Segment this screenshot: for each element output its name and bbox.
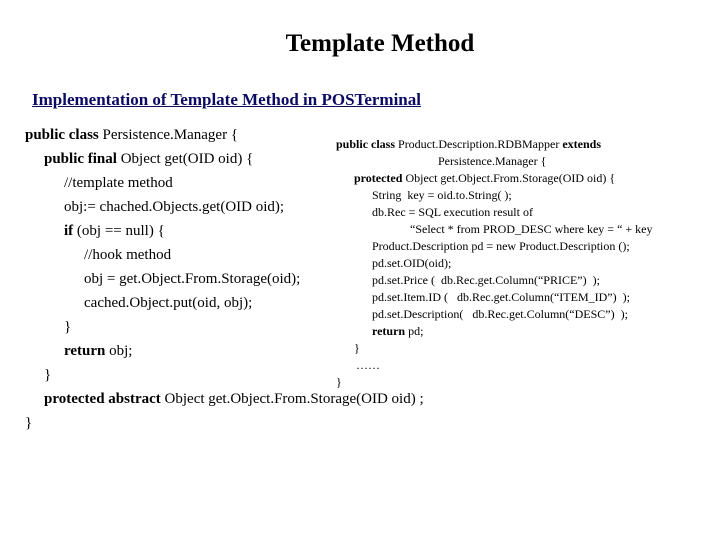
code-text: } — [64, 319, 72, 335]
code-line — [44, 392, 424, 407]
code-text: } — [336, 375, 342, 389]
code-text: pd; — [405, 324, 424, 338]
code-line — [44, 152, 253, 167]
code-text: Object get(OID oid) { — [116, 151, 254, 167]
code-text: obj:= chached.Objects.get(OID oid); — [64, 199, 285, 215]
code-text: pd.set.Price ( db.Rec.get.Column(“PRICE”) ); — [372, 273, 600, 287]
code-text: obj; — [105, 343, 133, 359]
code-text: Product.Description pd = new Product.Description (); — [372, 239, 630, 253]
code-keyword: public final — [44, 151, 117, 167]
code-text: } — [354, 341, 360, 355]
code-text: …… — [356, 358, 380, 372]
code-text: Persistence.Manager { — [438, 154, 547, 168]
code-text: obj = get.Object.From.Storage(oid); — [84, 271, 301, 287]
code-line — [372, 189, 512, 201]
code-line — [44, 368, 51, 383]
code-text: cached.Object.put(oid, obj); — [84, 295, 253, 311]
code-line — [354, 172, 615, 184]
code-line — [84, 248, 171, 263]
code-keyword: public class — [336, 137, 396, 151]
code-line — [25, 416, 32, 431]
code-keyword: public class — [25, 127, 99, 143]
code-keyword: protected abstract — [44, 391, 161, 407]
code-line — [64, 224, 165, 239]
code-line — [410, 223, 652, 235]
code-line — [64, 200, 284, 215]
code-text: } — [25, 415, 33, 431]
code-keyword: protected — [354, 171, 403, 185]
code-line — [354, 342, 360, 354]
code-line — [356, 359, 380, 371]
code-line — [372, 257, 451, 269]
code-text: pd.set.OID(oid); — [372, 256, 452, 270]
code-keyword: extends — [562, 137, 601, 151]
code-keyword: return — [372, 324, 406, 338]
code-line — [64, 344, 132, 359]
code-text: Object get.Object.From.Storage(OID oid) { — [402, 171, 616, 185]
code-line — [372, 274, 600, 286]
code-line — [372, 240, 630, 252]
code-text: “Select * from PROD_DESC where key = “ + key — [410, 222, 653, 236]
code-line — [372, 206, 533, 218]
slide-title: Template Method — [285, 30, 475, 57]
code-keyword: return — [64, 343, 106, 359]
code-text: Persistence.Manager { — [98, 127, 239, 143]
code-line — [336, 376, 342, 388]
code-text: Object get.Object.From.Storage(OID oid) ; — [160, 391, 424, 407]
code-line — [64, 176, 173, 191]
code-text: //template method — [64, 175, 173, 191]
code-line — [438, 155, 546, 167]
code-text: Product.Description.RDBMapper — [395, 137, 563, 151]
code-text: pd.set.Description( db.Rec.get.Column(“DESC”) ); — [372, 307, 628, 321]
code-line — [84, 272, 300, 287]
code-line — [25, 128, 238, 143]
code-text: //hook method — [84, 247, 172, 263]
code-line — [372, 308, 628, 320]
slide-subtitle: Implementation of Template Method in POSTerminal — [32, 90, 421, 109]
code-text: String key = oid.to.String( ); — [372, 188, 512, 202]
code-text: (obj == null) { — [73, 223, 165, 239]
code-keyword: if — [64, 223, 74, 239]
code-text: pd.set.Item.ID ( db.Rec.get.Column(“ITEM_ID”) ); — [372, 290, 630, 304]
code-line — [64, 320, 71, 335]
code-line — [84, 296, 252, 311]
code-line — [336, 138, 601, 150]
code-text: db.Rec = SQL execution result of — [372, 205, 533, 219]
code-text: } — [44, 367, 52, 383]
code-line — [372, 325, 423, 337]
code-line — [372, 291, 630, 303]
